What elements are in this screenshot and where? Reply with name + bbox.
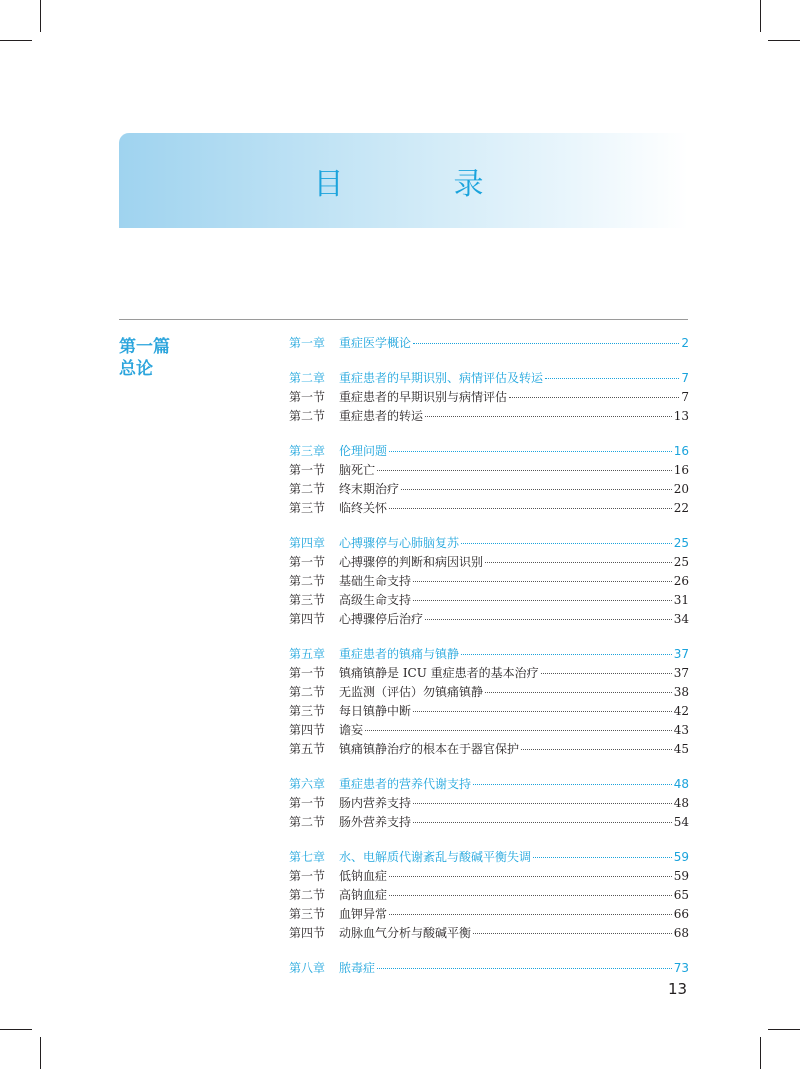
- entry-page-number: 25: [673, 555, 689, 569]
- entry-page-number: 7: [681, 371, 689, 385]
- entry-page-number: 45: [673, 742, 689, 756]
- page-title: 目 录: [313, 166, 524, 202]
- dot-leader: [389, 451, 672, 452]
- toc-section-entry[interactable]: [289, 407, 689, 426]
- entry-label: 第二节: [289, 409, 326, 423]
- toc-gap: [289, 629, 689, 645]
- entry-title: 低钠血症: [339, 869, 388, 883]
- entry-label: 第五节: [289, 742, 326, 756]
- entry-title: 谵妄: [339, 723, 364, 737]
- dot-leader: [545, 378, 679, 379]
- entry-label: 第二节: [289, 685, 326, 699]
- dot-leader: [365, 730, 672, 731]
- toc-section-entry[interactable]: [289, 480, 689, 499]
- toc-section-entry[interactable]: [289, 572, 689, 591]
- entry-page-number: 43: [673, 723, 689, 737]
- toc-gap: [289, 426, 689, 442]
- toc-section-entry[interactable]: [289, 702, 689, 721]
- toc-section-entry[interactable]: [289, 610, 689, 629]
- toc-section-entry[interactable]: [289, 905, 689, 924]
- entry-label: 第二节: [289, 888, 326, 902]
- toc-gap: [289, 518, 689, 534]
- entry-title: 重症患者的转运: [339, 409, 424, 423]
- entry-label: 第一章: [289, 336, 326, 350]
- entry-label: 第四节: [289, 723, 326, 737]
- entry-title: 肠外营养支持: [339, 815, 412, 829]
- toc-chapter-entry[interactable]: [289, 848, 689, 867]
- toc-chapter-entry[interactable]: [289, 959, 689, 978]
- dot-leader: [485, 562, 672, 563]
- toc-chapter-entry[interactable]: [289, 369, 689, 388]
- entry-title: 高级生命支持: [339, 593, 412, 607]
- dot-leader: [425, 619, 672, 620]
- entry-title: 无监测（评估）勿镇痛镇静: [339, 685, 484, 699]
- entry-page-number: 37: [673, 666, 689, 680]
- toc-section-entry[interactable]: [289, 591, 689, 610]
- part-title: 总论: [119, 359, 153, 379]
- entry-page-number: 7: [681, 390, 689, 404]
- entry-page-number: 68: [673, 926, 689, 940]
- dot-leader: [533, 857, 672, 858]
- entry-page-number: 59: [673, 850, 689, 864]
- dot-leader: [521, 749, 672, 750]
- entry-title: 血钾异常: [339, 907, 388, 921]
- entry-label: 第一节: [289, 390, 326, 404]
- part-number: 第一篇: [119, 337, 170, 357]
- entry-title: 动脉血气分析与酸碱平衡: [339, 926, 472, 940]
- entry-label: 第三节: [289, 593, 326, 607]
- entry-title: 重症患者的镇痛与镇静: [339, 647, 460, 661]
- toc-gap: [289, 759, 689, 775]
- entry-title: 重症患者的营养代谢支持: [339, 777, 472, 791]
- dot-leader: [413, 581, 672, 582]
- dot-leader: [389, 895, 672, 896]
- entry-label: 第四章: [289, 536, 326, 550]
- toc-section-entry[interactable]: [289, 924, 689, 943]
- entry-title: 重症患者的早期识别与病情评估: [339, 390, 508, 404]
- dot-leader: [377, 470, 672, 471]
- entry-title: 脓毒症: [339, 961, 376, 975]
- entry-label: 第二节: [289, 482, 326, 496]
- toc-chapter-entry[interactable]: [289, 442, 689, 461]
- entry-page-number: 37: [673, 647, 689, 661]
- dot-leader: [413, 822, 672, 823]
- table-of-contents: [289, 334, 689, 978]
- divider: [119, 319, 688, 320]
- entry-label: 第二节: [289, 574, 326, 588]
- entry-title: 每日镇静中断: [339, 704, 412, 718]
- entry-title: 重症患者的早期识别、病情评估及转运: [339, 371, 544, 385]
- toc-section-entry[interactable]: [289, 721, 689, 740]
- toc-section-entry[interactable]: [289, 664, 689, 683]
- entry-label: 第八章: [289, 961, 326, 975]
- toc-section-entry[interactable]: [289, 461, 689, 480]
- dot-leader: [509, 397, 679, 398]
- dot-leader: [389, 508, 672, 509]
- entry-title: 镇痛镇静是 ICU 重症患者的基本治疗: [339, 666, 539, 680]
- entry-title: 高钠血症: [339, 888, 388, 902]
- toc-section-entry[interactable]: [289, 553, 689, 572]
- title-banner: [119, 133, 688, 228]
- entry-title: 水、电解质代谢紊乱与酸碱平衡失调: [339, 850, 532, 864]
- entry-title: 心搏骤停后治疗: [339, 612, 424, 626]
- entry-title: 临终关怀: [339, 501, 388, 515]
- entry-label: 第四节: [289, 926, 326, 940]
- part-heading: [119, 336, 209, 380]
- entry-title: 肠内营养支持: [339, 796, 412, 810]
- entry-page-number: 22: [673, 501, 689, 515]
- entry-title: 终末期治疗: [339, 482, 400, 496]
- entry-page-number: 48: [673, 777, 689, 791]
- dot-leader: [425, 416, 672, 417]
- toc-section-entry[interactable]: [289, 388, 689, 407]
- entry-page-number: 16: [673, 444, 689, 458]
- entry-label: 第三节: [289, 501, 326, 515]
- entry-label: 第一节: [289, 666, 326, 680]
- toc-chapter-entry[interactable]: [289, 775, 689, 794]
- dot-leader: [461, 654, 672, 655]
- entry-page-number: 73: [673, 961, 689, 975]
- entry-label: 第七章: [289, 850, 326, 864]
- entry-label: 第二节: [289, 815, 326, 829]
- toc-chapter-entry[interactable]: [289, 334, 689, 353]
- toc-section-entry[interactable]: [289, 740, 689, 759]
- entry-page-number: 38: [673, 685, 689, 699]
- toc-chapter-entry[interactable]: [289, 645, 689, 664]
- dot-leader: [401, 489, 672, 490]
- dot-leader: [461, 543, 672, 544]
- entry-page-number: 20: [673, 482, 689, 496]
- entry-label: 第三节: [289, 907, 326, 921]
- entry-page-number: 48: [673, 796, 689, 810]
- entry-page-number: 16: [673, 463, 689, 477]
- entry-label: 第三节: [289, 704, 326, 718]
- toc-section-entry[interactable]: [289, 886, 689, 905]
- toc-section-entry[interactable]: [289, 683, 689, 702]
- entry-label: 第二章: [289, 371, 326, 385]
- entry-page-number: 34: [673, 612, 689, 626]
- entry-label: 第五章: [289, 647, 326, 661]
- dot-leader: [413, 711, 672, 712]
- entry-page-number: 42: [673, 704, 689, 718]
- dot-leader: [377, 968, 672, 969]
- entry-title: 基础生命支持: [339, 574, 412, 588]
- entry-label: 第一节: [289, 796, 326, 810]
- entry-label: 第六章: [289, 777, 326, 791]
- entry-page-number: 59: [673, 869, 689, 883]
- entry-title: 镇痛镇静治疗的根本在于器官保护: [339, 742, 520, 756]
- dot-leader: [485, 692, 672, 693]
- toc-gap: [289, 832, 689, 848]
- toc-chapter-entry[interactable]: [289, 534, 689, 553]
- dot-leader: [413, 600, 672, 601]
- entry-label: 第三章: [289, 444, 326, 458]
- toc-section-entry[interactable]: [289, 794, 689, 813]
- entry-title: 脑死亡: [339, 463, 376, 477]
- entry-page-number: 66: [673, 907, 689, 921]
- entry-label: 第一节: [289, 463, 326, 477]
- entry-title: 心搏骤停与心肺脑复苏: [339, 536, 460, 550]
- entry-title: 重症医学概论: [339, 336, 412, 350]
- dot-leader: [389, 876, 672, 877]
- toc-section-entry[interactable]: [289, 499, 689, 518]
- entry-label: 第一节: [289, 555, 326, 569]
- entry-page-number: 31: [673, 593, 689, 607]
- dot-leader: [541, 673, 672, 674]
- entry-title: 伦理问题: [339, 444, 388, 458]
- dot-leader: [413, 803, 672, 804]
- entry-page-number: 2: [681, 336, 689, 350]
- entry-page-number: 54: [673, 815, 689, 829]
- dot-leader: [389, 914, 672, 915]
- toc-section-entry[interactable]: [289, 867, 689, 886]
- entry-label: 第一节: [289, 869, 326, 883]
- entry-title: 心搏骤停的判断和病因识别: [339, 555, 484, 569]
- toc-gap: [289, 943, 689, 959]
- entry-page-number: 13: [673, 409, 689, 423]
- entry-page-number: 65: [673, 888, 689, 902]
- dot-leader: [473, 784, 672, 785]
- entry-label: 第四节: [289, 612, 326, 626]
- dot-leader: [473, 933, 672, 934]
- toc-section-entry[interactable]: [289, 813, 689, 832]
- toc-gap: [289, 353, 689, 369]
- dot-leader: [413, 343, 679, 344]
- page-number: 13: [668, 980, 688, 998]
- entry-page-number: 26: [673, 574, 689, 588]
- entry-page-number: 25: [673, 536, 689, 550]
